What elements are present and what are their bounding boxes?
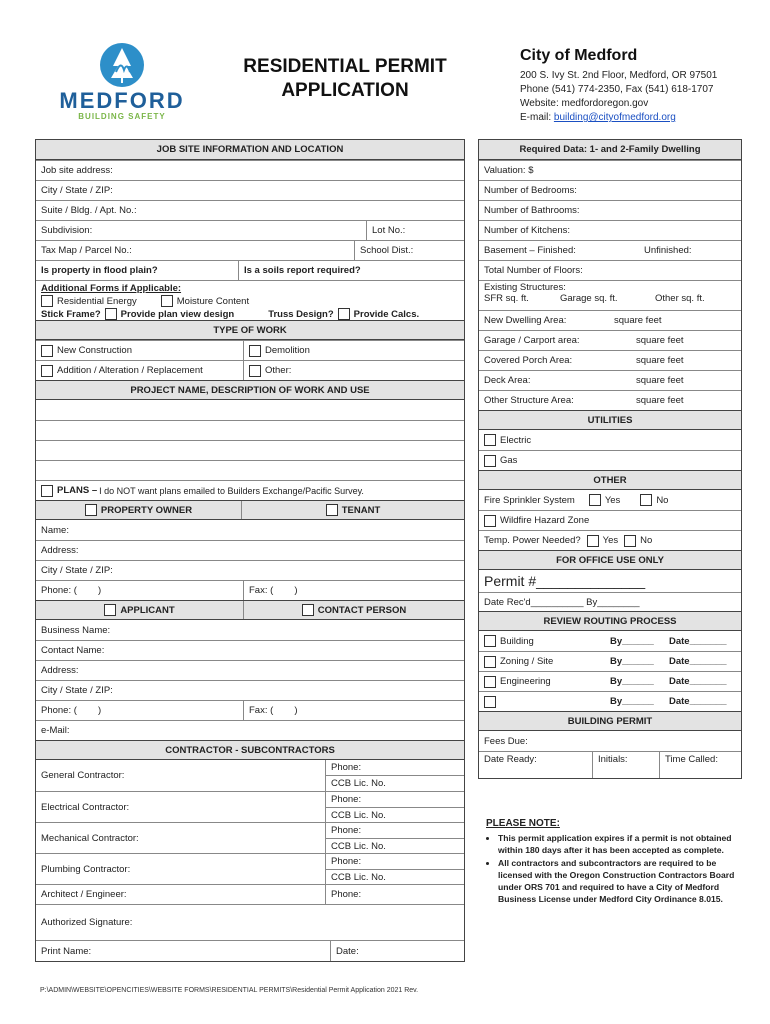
label: Zoning / Site	[500, 656, 554, 667]
label: Mechanical Contractor:	[41, 832, 139, 844]
label: Valuation: $	[484, 165, 534, 176]
label: Tax Map / Parcel No.:	[41, 245, 132, 256]
mechanical-contractor-row	[36, 822, 464, 853]
label: TENANT	[341, 504, 381, 516]
note-list	[486, 832, 741, 905]
city-email	[520, 111, 760, 125]
label: Truss Design?	[268, 308, 334, 320]
label: Number of Bedrooms:	[484, 185, 577, 196]
label: Yes	[604, 494, 621, 506]
gas-option[interactable]	[479, 450, 741, 470]
label: City / State / ZIP:	[41, 685, 113, 696]
label: Total Number of Floors:	[484, 265, 583, 276]
label: School Dist.:	[360, 245, 414, 256]
gas-checkbox[interactable]	[484, 455, 496, 467]
label: Name:	[41, 524, 69, 536]
date-label: Date_______	[669, 696, 727, 707]
temp-power-row	[479, 530, 741, 550]
date-ready-field[interactable]: Date Ready:	[484, 754, 537, 765]
deck-area-field[interactable]	[479, 370, 741, 390]
label: Provide plan view design	[120, 308, 235, 320]
demolition-option[interactable]	[243, 341, 464, 360]
architect-field[interactable]	[36, 885, 325, 904]
business-name-field[interactable]	[36, 620, 464, 640]
job-site-heading: JOB SITE INFORMATION AND LOCATION	[36, 140, 464, 160]
sprinkler-no-checkbox[interactable]	[640, 494, 652, 506]
project-line-2[interactable]	[36, 420, 464, 440]
email-label: E-mail:	[520, 112, 554, 123]
label: PROPERTY OWNER	[100, 504, 193, 516]
label: Engineering	[500, 676, 551, 687]
city-website: Website: medfordoregon.gov	[520, 98, 649, 109]
flood-plain-question[interactable]	[36, 261, 238, 280]
phone-field[interactable]: Phone:	[331, 794, 362, 805]
applicant-address-field[interactable]	[36, 660, 464, 680]
label: Wildfire Hazard Zone	[500, 515, 590, 526]
new-dwelling-field[interactable]	[479, 310, 741, 330]
label: Deck Area:	[484, 375, 531, 386]
electric-checkbox[interactable]	[484, 434, 496, 446]
date-received-field[interactable]	[479, 592, 741, 611]
sfr-label: SFR sq. ft.	[484, 293, 529, 304]
general-contractor-details	[325, 760, 464, 791]
label: Addition / Alteration / Replacement	[57, 365, 203, 376]
phone-field[interactable]: Phone:	[331, 856, 362, 867]
label: APPLICANT	[120, 604, 175, 616]
label: Moisture Content	[176, 295, 250, 307]
logo-name: MEDFORD	[59, 88, 185, 113]
garage-area-field[interactable]	[479, 330, 741, 350]
city-name: City of Medford	[520, 47, 638, 64]
note-item: • This permit application expires if a permit is not obtained within 180 days after it has been accepted as complete.	[498, 832, 741, 856]
valuation-field[interactable]	[479, 160, 741, 180]
date-label: Date_______	[669, 656, 727, 667]
wildfire-checkbox[interactable]	[484, 515, 496, 527]
label: Other Structure Area:	[484, 395, 574, 406]
label: Phone: ( )	[41, 705, 102, 716]
label: Covered Porch Area:	[484, 355, 573, 366]
applicant-email-field[interactable]	[36, 720, 464, 740]
label: City / State / ZIP:	[41, 185, 113, 196]
permit-number-field[interactable]	[479, 570, 741, 592]
label: Fees Due:	[484, 735, 528, 747]
wildfire-option[interactable]	[479, 510, 741, 530]
routing-heading: REVIEW ROUTING PROCESS	[479, 611, 741, 631]
owner-phone-field[interactable]	[36, 581, 243, 600]
other-work-checkbox[interactable]	[249, 365, 261, 377]
label: Number of Bathrooms:	[484, 205, 580, 216]
fees-due-field[interactable]	[479, 731, 741, 751]
owner-city-field[interactable]	[36, 560, 464, 580]
bathrooms-field[interactable]	[479, 200, 741, 220]
label: Business Name:	[41, 624, 111, 636]
building-permit-heading: BUILDING PERMIT	[479, 711, 741, 731]
city-address: 200 S. Ivy St. 2nd Floor, Medford, OR 97501	[520, 70, 718, 81]
existing-structures-label: Existing Structures:	[484, 282, 566, 293]
routing-engineering-row[interactable]	[479, 671, 741, 691]
porch-area-field[interactable]	[479, 350, 741, 370]
label: No	[640, 535, 653, 546]
new-construction-option[interactable]	[36, 341, 243, 360]
basement-field[interactable]	[479, 240, 741, 260]
ccb-field[interactable]: CCB Lic. No.	[326, 807, 464, 823]
label: No	[656, 494, 669, 506]
general-contractor-row	[36, 760, 464, 791]
required-data-heading: Required Data: 1- and 2-Family Dwelling	[479, 140, 741, 160]
phone-field[interactable]: Phone:	[331, 762, 362, 773]
title-line-1: RESIDENTIAL PERMIT	[243, 56, 447, 77]
label: Fax: ( )	[249, 705, 298, 716]
routing-engineering-checkbox[interactable]	[484, 676, 496, 688]
unit-label: square feet	[614, 315, 662, 326]
label: Fire Sprinkler System	[484, 494, 575, 506]
plans-text: I do NOT want plans emailed to Builders Exchange/Pacific Survey.	[99, 485, 364, 496]
architect-row	[36, 884, 464, 904]
contact-person-checkbox[interactable]	[302, 604, 314, 616]
kitchens-field[interactable]	[479, 220, 741, 240]
project-line-1[interactable]	[36, 400, 464, 420]
contact-person-option[interactable]	[243, 601, 464, 619]
applicant-contact-heading	[36, 600, 464, 620]
unit-label: square feet	[636, 335, 684, 346]
logo-subtitle: BUILDING SAFETY	[78, 112, 166, 121]
soils-report-question[interactable]	[238, 261, 464, 280]
label: Address:	[41, 545, 79, 556]
other-work-option[interactable]	[243, 361, 464, 380]
work-type-row-1	[36, 340, 464, 360]
electrical-contractor-field[interactable]	[36, 792, 325, 822]
provide-calcs-checkbox[interactable]	[338, 308, 350, 320]
by-label: By______	[610, 676, 654, 687]
city-contact-block	[520, 47, 760, 125]
form-title	[215, 55, 475, 103]
label: Address:	[41, 665, 79, 676]
routing-building-checkbox[interactable]	[484, 635, 496, 647]
ccb-field[interactable]: CCB Lic. No.	[326, 775, 464, 791]
frame-truss-options	[41, 308, 459, 320]
file-path-footer: P:\ADMIN\WEBSITE\OPENCITIES\WEBSITE FORMS\RESIDENTIAL PERMITS\Residential Permit Application 2021 Rev.	[40, 987, 419, 994]
plans-option[interactable]	[36, 480, 464, 500]
tenant-checkbox[interactable]	[326, 504, 338, 516]
routing-blank-row[interactable]	[479, 691, 741, 711]
addition-checkbox[interactable]	[41, 365, 53, 377]
label: New Construction	[57, 345, 132, 356]
flood-soils-row	[36, 260, 464, 280]
phone-field[interactable]: Phone:	[331, 825, 362, 836]
authorized-signature-field[interactable]	[36, 904, 464, 940]
routing-blank-checkbox[interactable]	[484, 696, 496, 708]
ccb-field[interactable]: CCB Lic. No.	[326, 838, 464, 854]
applicant-city-field[interactable]	[36, 680, 464, 700]
contractors-heading: CONTRACTOR - SUBCONTRACTORS	[36, 740, 464, 760]
label: Fax: ( )	[249, 585, 298, 596]
demolition-checkbox[interactable]	[249, 345, 261, 357]
label: New Dwelling Area:	[484, 315, 567, 326]
lot-field[interactable]	[366, 221, 464, 240]
floors-field[interactable]	[479, 260, 741, 280]
plumbing-contractor-row	[36, 853, 464, 884]
by-label: By______	[610, 656, 654, 667]
property-owner-checkbox[interactable]	[85, 504, 97, 516]
plans-label: PLANS –	[57, 485, 98, 496]
unit-label: square feet	[636, 395, 684, 406]
office-use-heading: FOR OFFICE USE ONLY	[479, 550, 741, 570]
routing-zoning-checkbox[interactable]	[484, 656, 496, 668]
label: Date:	[336, 945, 359, 957]
routing-building-row[interactable]	[479, 631, 741, 651]
label: Other:	[265, 365, 292, 376]
electric-option[interactable]	[479, 430, 741, 450]
date-ready-row	[479, 751, 741, 778]
owner-phone-row	[36, 580, 464, 600]
plumbing-contractor-field[interactable]	[36, 854, 325, 884]
routing-zoning-row[interactable]	[479, 651, 741, 671]
medford-logo	[58, 42, 186, 132]
unit-label: square feet	[636, 375, 684, 386]
work-type-row-2	[36, 360, 464, 380]
label: Permit #______________	[484, 573, 646, 589]
label: Suite / Bldg. / Apt. No.:	[41, 205, 137, 216]
date-label: Date_______	[669, 676, 727, 687]
other-heading: OTHER	[479, 470, 741, 490]
label: Temp. Power Needed?	[484, 535, 581, 546]
owner-fax-field[interactable]	[243, 581, 464, 600]
label: Demolition	[265, 345, 310, 356]
project-line-4[interactable]	[36, 460, 464, 480]
initials-field[interactable]: Initials:	[592, 752, 659, 778]
project-heading: PROJECT NAME, DESCRIPTION OF WORK AND USE	[36, 380, 464, 400]
label: Provide Calcs.	[353, 308, 420, 320]
tree-emblem-icon	[99, 42, 145, 88]
contact-name-field[interactable]	[36, 640, 464, 660]
label: Building	[500, 635, 534, 647]
type-of-work-heading: TYPE OF WORK	[36, 320, 464, 340]
applicant-checkbox[interactable]	[104, 604, 116, 616]
new-construction-checkbox[interactable]	[41, 345, 53, 357]
label: City / State / ZIP:	[41, 565, 113, 576]
bedrooms-field[interactable]	[479, 180, 741, 200]
tenant-option[interactable]	[241, 501, 464, 519]
note-item: • All contractors and subcontractors are required to be licensed with the Oregon Construction Contractors Board under ORS 701 and required to have a City of Medford Business License under Medford City Ordinance 8.015.	[498, 857, 741, 905]
job-site-city-field[interactable]	[36, 180, 464, 200]
title-line-2: APPLICATION	[281, 80, 409, 101]
additional-forms-block	[36, 280, 464, 320]
label: Stick Frame?	[41, 308, 101, 320]
label: Phone: ( )	[41, 585, 102, 596]
school-district-field[interactable]	[354, 241, 464, 260]
other-structure-field[interactable]	[479, 390, 741, 410]
applicant-phone-row	[36, 700, 464, 720]
owner-tenant-heading	[36, 500, 464, 520]
tax-map-row	[36, 240, 464, 260]
existing-structures-options	[484, 293, 736, 306]
additional-forms-label: Additional Forms if Applicable:	[41, 283, 182, 294]
applicant-fax-field[interactable]	[243, 701, 464, 720]
job-site-address-field[interactable]	[36, 160, 464, 180]
owner-name-field[interactable]	[36, 520, 464, 540]
label: Job site address:	[41, 165, 113, 176]
label: Yes	[602, 535, 619, 546]
label: Plumbing Contractor:	[41, 863, 131, 875]
left-form-table	[35, 139, 465, 962]
label: Lot No.:	[372, 225, 406, 236]
sprinkler-row	[479, 490, 741, 510]
suite-field[interactable]	[36, 200, 464, 220]
subdivision-field[interactable]	[36, 221, 366, 240]
label: Date Rec'd__________ By________	[484, 596, 640, 608]
date-label: Date_______	[669, 635, 727, 647]
label: Architect / Engineer:	[41, 889, 127, 900]
unit-label: square feet	[636, 355, 684, 366]
signature-date-field[interactable]	[330, 941, 464, 961]
print-name-row	[36, 940, 464, 961]
mechanical-contractor-details	[325, 823, 464, 853]
plumbing-contractor-details	[325, 854, 464, 884]
utilities-heading: UTILITIES	[479, 410, 741, 430]
please-note-block	[486, 818, 741, 906]
label: Number of Kitchens:	[484, 225, 571, 236]
label: General Contractor:	[41, 770, 125, 781]
label: Authorized Signature:	[41, 917, 133, 928]
label: Residential Energy	[57, 295, 137, 307]
garage-sqft-label: Garage sq. ft.	[560, 293, 618, 304]
mechanical-contractor-field[interactable]	[36, 823, 325, 853]
addition-option[interactable]	[36, 361, 243, 380]
architect-phone-field[interactable]	[325, 885, 464, 904]
other-sqft-label: Other sq. ft.	[655, 293, 705, 304]
moisture-content-checkbox[interactable]	[161, 295, 173, 307]
label: Gas	[500, 455, 518, 466]
subdivision-row	[36, 220, 464, 240]
project-line-3[interactable]	[36, 440, 464, 460]
label: Print Name:	[41, 945, 92, 957]
electrical-contractor-row	[36, 791, 464, 822]
by-label: By______	[610, 635, 654, 647]
note-title: PLEASE NOTE:	[486, 818, 560, 829]
unfinished-label: Unfinished:	[644, 245, 692, 256]
label: Phone:	[331, 889, 362, 900]
owner-address-field[interactable]	[36, 540, 464, 560]
sprinkler-yes-checkbox[interactable]	[589, 494, 601, 506]
plan-view-checkbox[interactable]	[105, 308, 117, 320]
property-owner-option[interactable]	[36, 501, 241, 519]
tax-map-field[interactable]	[36, 241, 354, 260]
label: Is a soils report required?	[244, 265, 361, 276]
label: e-Mail:	[41, 725, 70, 736]
electrical-contractor-details	[325, 792, 464, 822]
residential-energy-checkbox[interactable]	[41, 295, 53, 307]
label: Electrical Contractor:	[41, 801, 130, 813]
time-called-field[interactable]: Time Called:	[659, 752, 741, 778]
city-phone: Phone (541) 774-2350, Fax (541) 618-1707	[520, 84, 714, 95]
label: Garage / Carport area:	[484, 335, 580, 346]
existing-structures-block[interactable]	[479, 280, 741, 310]
label: Contact Name:	[41, 645, 105, 656]
label: CONTACT PERSON	[317, 604, 407, 616]
temp-power-no-checkbox[interactable]	[624, 535, 636, 547]
plans-checkbox[interactable]	[41, 485, 53, 497]
ccb-field[interactable]: CCB Lic. No.	[326, 869, 464, 885]
by-label: By______	[610, 696, 654, 707]
applicant-option[interactable]	[36, 601, 243, 619]
email-link[interactable]: building@cityofmedford.org	[553, 112, 676, 123]
label: Basement – Finished:	[484, 245, 576, 256]
right-form-table	[478, 139, 742, 779]
label: Is property in flood plain?	[41, 265, 158, 276]
temp-power-yes-checkbox[interactable]	[587, 535, 599, 547]
applicant-phone-field[interactable]	[36, 701, 243, 720]
general-contractor-field[interactable]	[36, 760, 325, 791]
label: Electric	[500, 434, 532, 446]
print-name-field[interactable]	[36, 941, 330, 961]
label: Subdivision:	[41, 225, 93, 236]
additional-forms-options	[41, 295, 459, 307]
